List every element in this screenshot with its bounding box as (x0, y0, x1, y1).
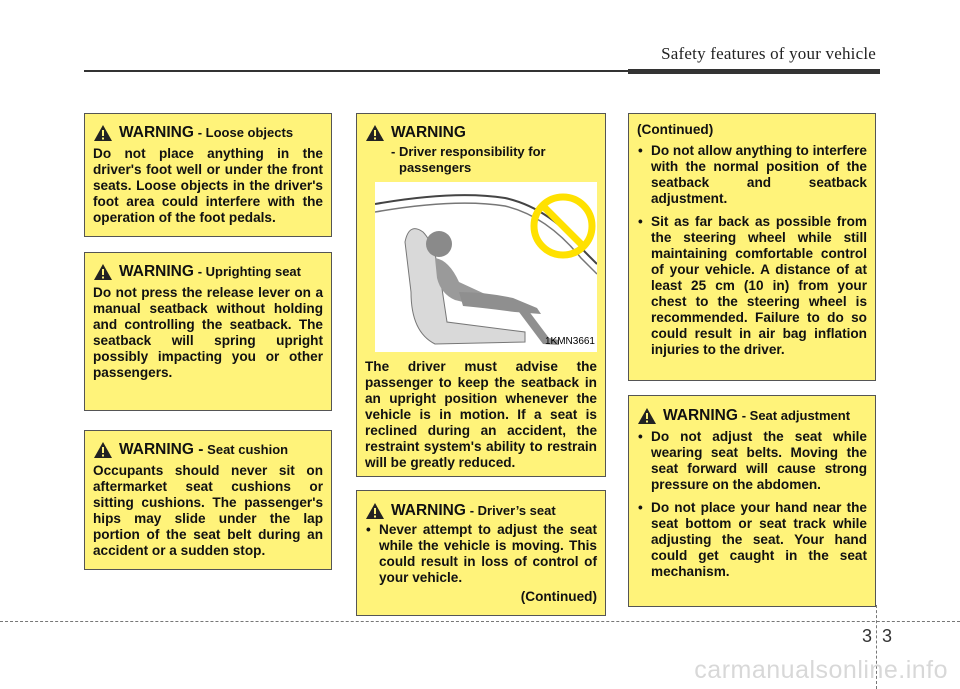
warning-triangle-icon (637, 407, 657, 425)
bullet-item: • Do not allow anything to interfere with the normal position of the seatback and seatback adjustment. (637, 143, 867, 207)
warning-seat-adjustment (628, 395, 876, 607)
warning-continued (628, 113, 876, 381)
warning-triangle-icon (93, 441, 113, 459)
warning-loose-objects (84, 113, 332, 237)
warning-body: Do not press the release lever on a manual seatback without holding and controlling the seatback. The seatback will spring upright possibly impacting you or other passengers. (93, 285, 323, 380)
warning-subtitle: - Driver responsibility for passengers (391, 144, 546, 175)
reclined-driver-illustration (375, 182, 597, 352)
figure-code: 1KMN3661 (544, 336, 595, 347)
warning-subtitle: - Loose objects (197, 125, 294, 140)
warning-subtitle: - Uprighting seat (197, 264, 301, 279)
warning-header (365, 501, 597, 520)
warning-triangle-icon (93, 124, 113, 142)
warning-driver-responsibility (356, 113, 606, 477)
warning-body: Do not place anything in the driver's foot well or under the front seats. Loose objects in the driver's foot area could interfere with the operation of the foot pedals. (93, 146, 323, 225)
warning-bullets (637, 429, 867, 580)
watermark: carmanualsonline.info (694, 656, 948, 684)
warning-body: The driver must advise the passenger to keep the seatback in an upright position whenever the vehicle is in motion. If a seat is reclined during an accident, the restraint system's ability to restrain will be greatly reduced. (365, 359, 597, 470)
header-title: Safety features of your vehicle (661, 44, 876, 63)
warning-drivers-seat (356, 490, 606, 616)
chapter-number: 3 (862, 626, 873, 646)
bullet-item: • Do not place your hand near the seat bottom or seat track while adjusting the seat. Your hand could get caught in the seat mechanism. (637, 500, 867, 580)
warning-triangle-icon (93, 263, 113, 281)
header-rule-accent (628, 69, 880, 74)
bullet-item: • Sit as far back as possible from the steering wheel while still maintaining comfortable control of your vehicle. A distance of at least 25 cm (10 in) from your chest to the steering wheel is recommended. Failure to do so could result in air bag inflation injuries to the driver. (637, 214, 867, 358)
continued-header: (Continued) (637, 122, 714, 137)
warning-title: WARNING (663, 407, 738, 424)
warning-subtitle: Seat cushion (207, 442, 289, 457)
page-number: 3 (882, 626, 893, 646)
continued-label: (Continued) (520, 589, 597, 604)
warning-header (93, 440, 323, 459)
warning-seat-cushion (84, 430, 332, 570)
warning-header (637, 406, 867, 425)
warning-title: WARNING (119, 263, 194, 280)
bullet-item: • Do not adjust the seat while wearing seat belts. Moving the seat forward will cause strong pressure on the abdomen. (637, 429, 867, 493)
warning-bullets (365, 522, 597, 586)
warning-subtitle: - Seat adjustment (741, 408, 851, 423)
warning-body: Occupants should never sit on aftermarket seat cushions or sitting cushions. The passenger's hips may slide under the lap portion of the seat belt during an accident or a sudden stop. (93, 463, 323, 558)
warning-subtitle: - Driver’s seat (469, 503, 556, 518)
bullet-item: • Never attempt to adjust the seat while the vehicle is moving. This could result in loss of control of your vehicle. (365, 522, 597, 586)
warning-triangle-icon (365, 124, 385, 142)
footer-rule (0, 621, 960, 622)
warning-uprighting-seat (84, 252, 332, 411)
warning-title: WARNING - (119, 441, 204, 458)
warning-title: WARNING (391, 124, 466, 141)
warning-header (93, 262, 323, 281)
warning-header (93, 123, 323, 142)
warning-bullets (637, 143, 867, 358)
warning-triangle-icon (365, 502, 385, 520)
warning-title: WARNING (119, 124, 194, 141)
reclined-driver-drawing (375, 182, 597, 352)
warning-header (365, 123, 597, 176)
warning-title: WARNING (391, 502, 466, 519)
